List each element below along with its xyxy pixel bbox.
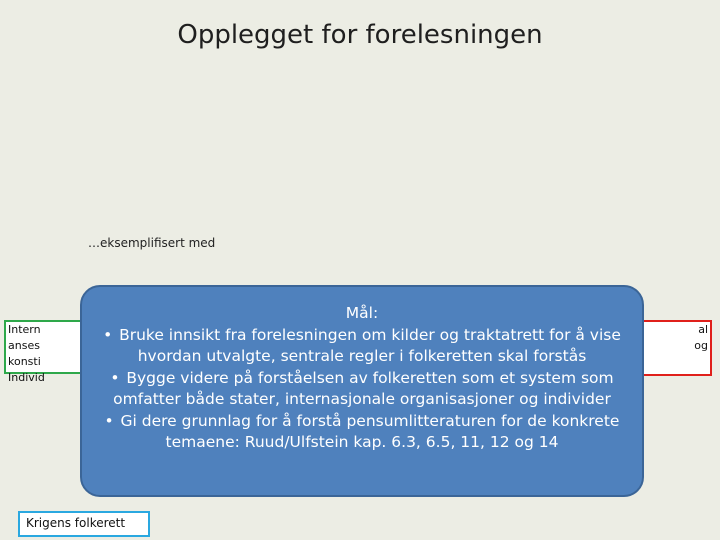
right-box-line: al [698, 323, 708, 336]
bullet-icon: • [104, 411, 114, 430]
goal-text-cont: omfatter både stater, internasjonale organisasjoner og individer [113, 390, 611, 408]
slide-subtitle: …eksemplifisert med [88, 236, 216, 250]
left-box-line: anses [8, 339, 40, 352]
goals-callout [80, 285, 644, 497]
goal-item [92, 411, 632, 454]
background-box-left [4, 320, 90, 384]
goal-text: Bruke innsikt fra forelesningen om kilder og traktatrett for å vise [119, 325, 621, 344]
goal-item [92, 325, 632, 368]
callout-heading: Mål: [345, 304, 379, 322]
bottom-box-label: Krigens folkerett [26, 516, 126, 530]
left-box-line: Intern [8, 323, 41, 336]
goal-item [92, 368, 632, 411]
background-box-bottom [18, 511, 150, 537]
goals-list [92, 325, 632, 454]
left-box-line: Individ [8, 371, 45, 384]
slide-title: Opplegget for forelesningen [177, 20, 543, 50]
goal-text-cont: hvordan utvalgte, sentrale regler i folkeretten skal forstås [137, 347, 587, 365]
bullet-icon: • [110, 368, 120, 387]
bullet-icon: • [103, 325, 113, 344]
goal-text-cont: temaene: Ruud/Ulfstein kap. 6.3, 6.5, 11, 12 og 14 [165, 433, 559, 451]
goal-text: Bygge videre på forståelsen av folkeretten som et system som [126, 368, 614, 387]
left-box-line: konsti [8, 355, 41, 368]
goal-text: Gi dere grunnlag for å forstå pensumlitteraturen for de konkrete [120, 411, 620, 430]
right-box-line: og [694, 339, 708, 352]
